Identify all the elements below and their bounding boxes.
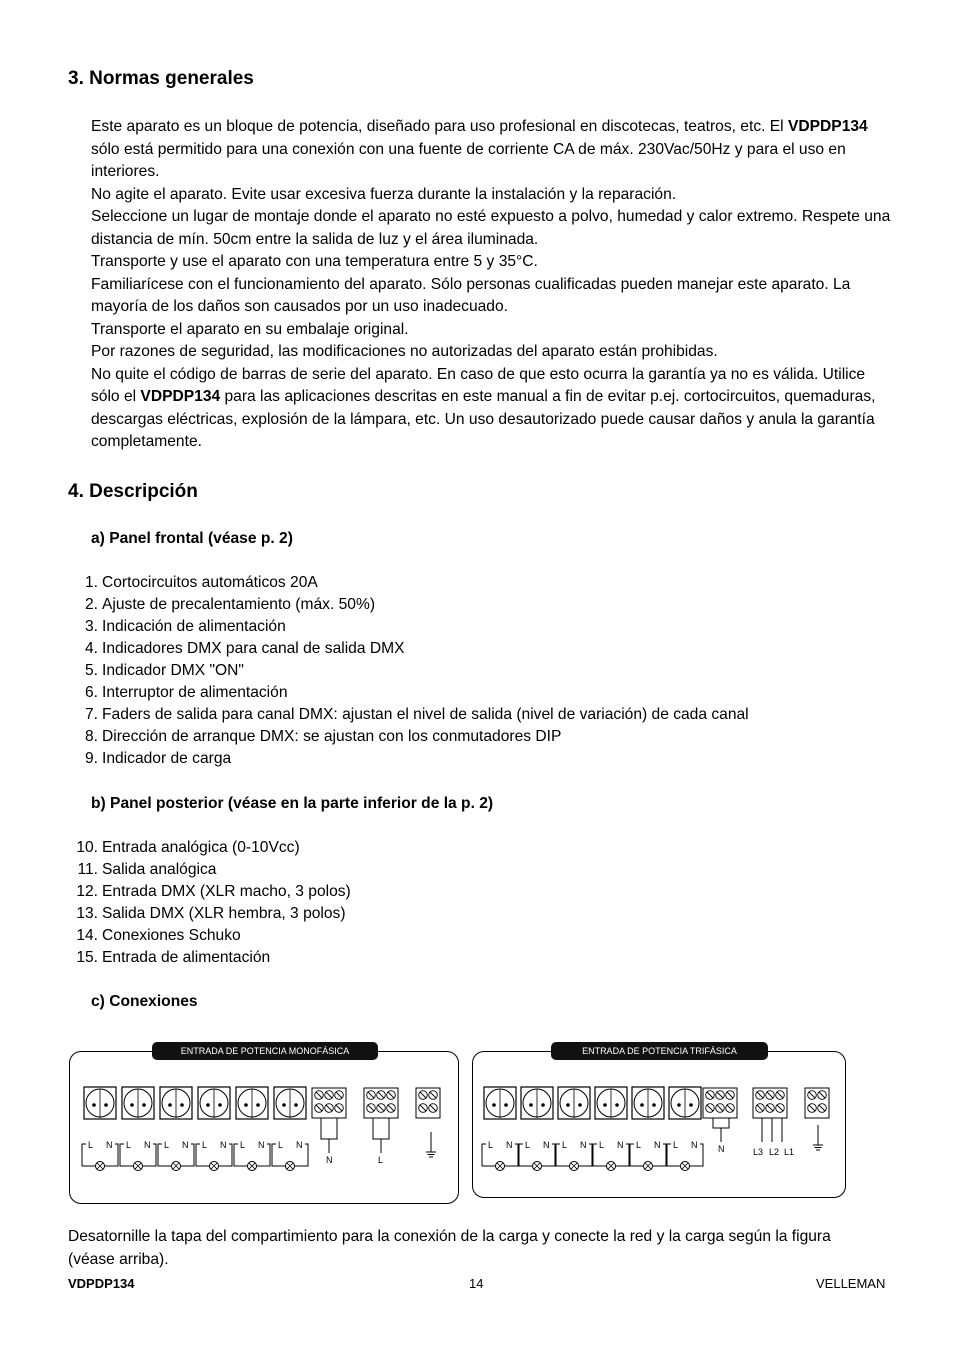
- subheading-connections: c) Conexiones: [91, 993, 198, 1010]
- socket-pin-label: N: [506, 1140, 513, 1150]
- paragraph: Este aparato es un bloque de potencia, diseñado para uso profesional en discotecas, teatros, etc. El VDPDP134 sólo está permitido para una conexión con una fuente de corriente CA de máx. 230Vac/50Hz y para el uso en interiores.: [91, 118, 868, 180]
- socket-pin-label: L: [488, 1140, 494, 1150]
- earth-ground-icon: [813, 1145, 823, 1150]
- socket-pin-icon: [492, 1103, 496, 1107]
- socket-pin-label: N: [182, 1140, 189, 1150]
- list-item: 9. Indicador de carga: [84, 750, 232, 767]
- paragraph: Por razones de seguridad, las modificaciones no autorizadas del aparato están prohibidas.: [91, 343, 718, 360]
- list-item: 10. Entrada analógica (0-10Vcc): [76, 839, 300, 856]
- subheading-front-panel: a) Panel frontal (véase p. 2): [91, 530, 293, 547]
- socket-pin-icon: [256, 1103, 260, 1107]
- socket-pin-icon: [615, 1103, 619, 1107]
- paragraph: No agite el aparato. Evite usar excesiva fuerza durante la instalación y la reparación.: [91, 185, 677, 203]
- terminal-label: L: [378, 1155, 384, 1165]
- socket-pin-icon: [578, 1103, 582, 1107]
- terminal-label: L2: [769, 1147, 780, 1157]
- socket-pin-icon: [180, 1103, 184, 1107]
- list-item: 2. Ajuste de precalentamiento (máx. 50%): [84, 596, 376, 613]
- socket-pin-icon: [677, 1103, 681, 1107]
- socket-pin-label: L: [636, 1140, 642, 1150]
- three-phase-wiring-diagram: [472, 1051, 846, 1198]
- socket-pin-label: N: [580, 1140, 587, 1150]
- socket-pin-icon: [640, 1103, 644, 1107]
- front-panel-list: [68, 572, 749, 770]
- closing-paragraph: Desatornille la tapa del compartimiento para la conexión de la carga y conecte la red y la carga según la figura (véase arriba).: [68, 1228, 831, 1268]
- list-item: 7. Faders de salida para canal DMX: ajustan el nivel de salida (nivel de variación) de cada canal: [84, 706, 749, 723]
- list-item: 1. Cortocircuitos automáticos 20A: [84, 574, 318, 591]
- paragraph: Seleccione un lugar de montaje donde el aparato no esté expuesto a polvo, humedad y calor extremo. Respete una distancia de mín. 50cm entre la salida de luz y el área iluminada.: [91, 208, 891, 248]
- socket-pin-label: N: [617, 1140, 624, 1150]
- socket-pin-label: N: [296, 1140, 303, 1150]
- three-phase-label: ENTRADA DE POTENCIA TRIFÁSICA: [551, 1042, 768, 1060]
- socket-pin-icon: [130, 1103, 134, 1107]
- socket-pin-icon: [92, 1103, 96, 1107]
- socket-pin-icon: [504, 1103, 508, 1107]
- footer-brand: VELLEMAN: [816, 1276, 886, 1291]
- socket-pin-label: L: [525, 1140, 531, 1150]
- section-heading-descripcion: 4. Descripción: [68, 481, 198, 502]
- single-phase-label: ENTRADA DE POTENCIA MONOFÁSICA: [152, 1042, 378, 1060]
- socket-pin-label: N: [543, 1140, 550, 1150]
- product-code: VDPDP134: [140, 388, 221, 405]
- socket-pin-label: L: [164, 1140, 170, 1150]
- socket-pin-icon: [168, 1103, 172, 1107]
- list-item: 3. Indicación de alimentación: [84, 618, 286, 635]
- list-item: 12. Entrada DMX (XLR macho, 3 polos): [76, 883, 351, 900]
- socket-pin-label: N: [106, 1140, 113, 1150]
- terminal-label: N: [326, 1155, 333, 1165]
- list-item: 11. Salida analógica: [77, 861, 217, 878]
- single-phase-diagram-drawing: [70, 1052, 458, 1203]
- socket-pin-icon: [104, 1103, 108, 1107]
- earth-ground-icon: [426, 1152, 436, 1157]
- socket-pin-icon: [282, 1103, 286, 1107]
- rear-panel-list: [68, 837, 351, 969]
- socket-pin-icon: [689, 1103, 693, 1107]
- socket-pin-label: L: [88, 1140, 94, 1150]
- list-item: 8. Dirección de arranque DMX: se ajustan con los conmutadores DIP: [84, 728, 562, 745]
- list-item: 6. Interruptor de alimentación: [84, 684, 288, 701]
- socket-pin-label: L: [562, 1140, 568, 1150]
- socket-pin-icon: [244, 1103, 248, 1107]
- socket-pin-icon: [294, 1103, 298, 1107]
- subheading-rear-panel: b) Panel posterior (véase en la parte inferior de la p. 2): [91, 795, 494, 812]
- socket-pin-label: N: [691, 1140, 698, 1150]
- live-wire: [373, 1118, 389, 1153]
- socket-pin-icon: [206, 1103, 210, 1107]
- paragraph: No quite el código de barras de serie del aparato. En caso de que esto ocurra la garantía ya no es válida. Utilice sólo el VDPDP134 para las aplicaciones descritas en este manual a fin de evitar p.ej. cortocircuitos, quemaduras, descargas eléctricas, explosión de la lámpara, etc. Un uso desautorizado puede causar daños y anula la garantía completamente.: [91, 365, 876, 450]
- socket-pin-label: N: [654, 1140, 661, 1150]
- socket-pin-label: L: [126, 1140, 132, 1150]
- socket-pin-icon: [541, 1103, 545, 1107]
- socket-pin-label: L: [278, 1140, 284, 1150]
- section3-body: [91, 116, 891, 454]
- neutral-wire: [321, 1118, 337, 1153]
- footer-product-code: VDPDP134: [68, 1276, 135, 1291]
- socket-pin-label: L: [202, 1140, 208, 1150]
- socket-pin-label: L: [599, 1140, 605, 1150]
- neutral-wire: [713, 1118, 729, 1142]
- socket-pin-label: N: [258, 1140, 265, 1150]
- socket-pin-icon: [652, 1103, 656, 1107]
- single-phase-wiring-diagram: [69, 1051, 459, 1204]
- socket-pin-icon: [529, 1103, 533, 1107]
- product-code: VDPDP134: [787, 118, 868, 135]
- page-number: 14: [469, 1276, 484, 1291]
- socket-pin-label: N: [220, 1140, 227, 1150]
- list-item: 15. Entrada de alimentación: [76, 949, 271, 966]
- paragraph: Transporte el aparato en su embalaje original.: [91, 320, 409, 338]
- socket-pin-icon: [142, 1103, 146, 1107]
- list-item: 5. Indicador DMX "ON": [84, 662, 244, 679]
- socket-pin-label: L: [673, 1140, 679, 1150]
- socket-pin-label: L: [240, 1140, 246, 1150]
- paragraph: Familiarícese con el funcionamiento del aparato. Sólo personas cualificadas pueden manejar este aparato. La mayoría de los daños son causados por un uso inadecuado.: [91, 275, 851, 315]
- list-item: 14. Conexiones Schuko: [76, 927, 241, 944]
- socket-pin-label: N: [144, 1140, 151, 1150]
- paragraph: Transporte y use el aparato con una temperatura entre 5 y 35°C.: [91, 253, 538, 270]
- socket-pin-icon: [218, 1103, 222, 1107]
- socket-pin-icon: [566, 1103, 570, 1107]
- terminal-label: N: [718, 1144, 725, 1154]
- section-heading-normas: 3. Normas generales: [68, 68, 254, 89]
- list-item: 13. Salida DMX (XLR hembra, 3 polos): [76, 905, 346, 922]
- terminal-label: L1: [784, 1147, 795, 1157]
- three-phase-diagram-drawing: [473, 1052, 845, 1197]
- list-item: 4. Indicadores DMX para canal de salida DMX: [84, 640, 405, 657]
- socket-pin-icon: [603, 1103, 607, 1107]
- terminal-label: L3: [753, 1147, 764, 1157]
